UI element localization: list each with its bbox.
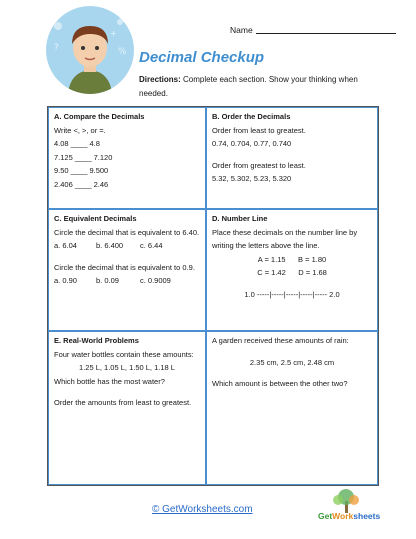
rain-question: Which amount is between the other two?: [212, 379, 348, 388]
brand-logo: [318, 511, 380, 521]
values-row-1: A = 1.15 B = 1.80: [257, 254, 327, 264]
option[interactable]: a. 6.04: [54, 241, 77, 250]
compare-item[interactable]: 7.125 ____ 7.120: [54, 152, 113, 162]
order-list-1: 0.74, 0.704, 0.77, 0.740: [212, 139, 292, 148]
brand-get: Get: [318, 511, 333, 521]
svg-text:%: %: [118, 47, 127, 57]
equivalent-question-1: Circle the decimal that is equivalent to 6.40.: [54, 227, 200, 237]
section-f: [206, 331, 378, 485]
brand-work: Work: [332, 511, 354, 521]
svg-text:?: ?: [54, 43, 59, 53]
option[interactable]: b. 6.400: [96, 241, 124, 250]
directions-text: Complete each section. Show your thinking when needed.: [139, 75, 358, 98]
section-e: [48, 331, 206, 485]
water-amounts: 1.25 L, 1.05 L, 1.50 L, 1.18 L: [79, 363, 175, 372]
compare-item[interactable]: 9.50 ____ 9.500: [54, 166, 109, 175]
section-c: [48, 209, 206, 331]
boy-avatar-icon: [46, 6, 134, 94]
equivalent-options-2: [54, 274, 200, 288]
order-prompt-1: Order from least to greatest.: [212, 125, 306, 135]
name-field[interactable]: [230, 25, 396, 35]
worksheet-grid: [47, 106, 379, 486]
section-d-heading: D. Number Line: [212, 214, 268, 223]
brand-sheets: sheets: [353, 511, 381, 521]
name-underline: [256, 33, 396, 34]
student-avatar: [46, 6, 134, 94]
section-b-heading: B. Order the Decimals: [212, 112, 291, 121]
order-list-2: 5.32, 5.302, 5.23, 5.320: [212, 174, 292, 183]
water-question: Which bottle has the most water?: [54, 376, 165, 386]
name-label: Name: [230, 25, 253, 35]
option[interactable]: c. 6.44: [140, 241, 163, 250]
directions-label: Directions:: [139, 75, 181, 84]
section-e-heading: E. Real-World Problems: [54, 336, 139, 345]
option[interactable]: a. 0.90: [54, 276, 77, 285]
rain-text: A garden received these amounts of rain:: [212, 336, 349, 345]
section-a: [48, 107, 206, 209]
tree-logo-icon: [316, 487, 376, 527]
compare-item[interactable]: 2.406 ____ 2.46: [54, 179, 109, 189]
section-d: [206, 209, 378, 331]
compare-item[interactable]: 4.08 ____ 4.8: [54, 139, 100, 148]
rain-amounts: 2.35 cm, 2.5 cm, 2.48 cm: [249, 357, 335, 367]
water-text: Four water bottles contain these amounts:: [54, 349, 194, 359]
directions: [139, 73, 379, 101]
footer-link[interactable]: © GetWorksheets.com: [152, 504, 253, 515]
worksheet-title: Decimal Checkup: [139, 49, 265, 66]
option[interactable]: c. 0.9009: [140, 276, 171, 285]
water-order-question: Order the amounts from least to greatest.: [54, 398, 192, 407]
values-row-2: C = 1.42 D = 1.68: [257, 268, 327, 277]
section-a-heading: A. Compare the Decimals: [54, 112, 145, 121]
number-line[interactable]: 1.0 -----|-----|-----|-----|----- 2.0: [244, 289, 340, 299]
option[interactable]: b. 0.09: [96, 276, 119, 285]
equivalent-question-2: Circle the decimal that is equivalent to 0.9.: [54, 262, 195, 272]
section-b: [206, 107, 378, 209]
svg-text:+: +: [110, 29, 117, 38]
number-line-instruction: Place these decimals on the number line by writing the letters above the line.: [212, 227, 358, 250]
equivalent-options-1: [54, 239, 200, 253]
section-c-heading: C. Equivalent Decimals: [54, 214, 137, 223]
section-a-instruction: Write <, >, or =.: [54, 125, 106, 135]
order-prompt-2: Order from greatest to least.: [212, 160, 306, 170]
